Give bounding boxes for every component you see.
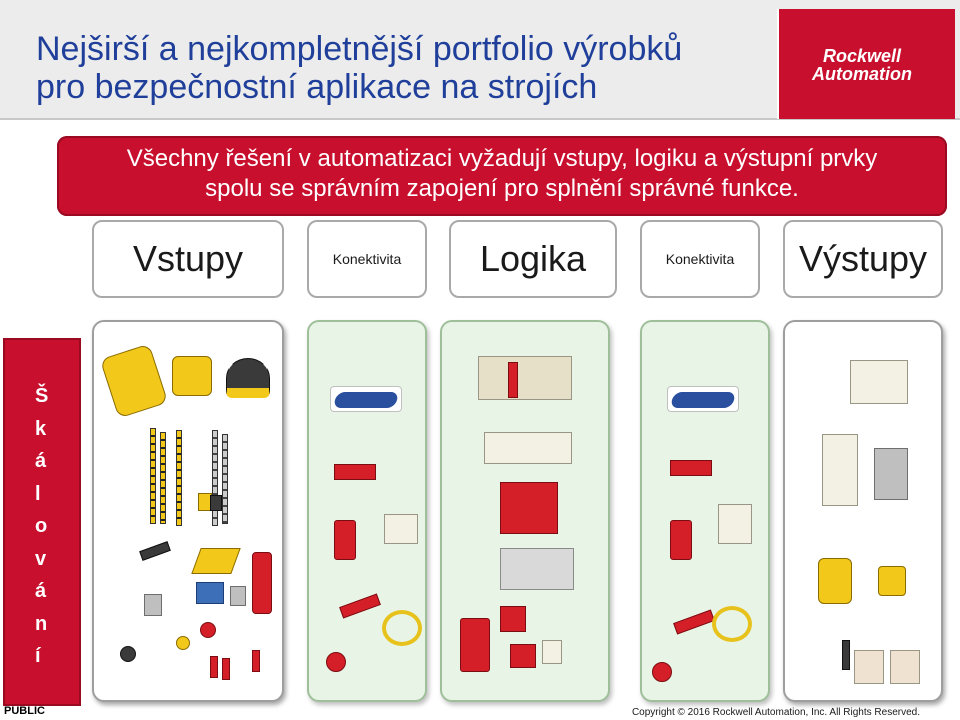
io-module-image [334,464,376,480]
relay-image [500,606,526,632]
hinge-switch-image [210,656,218,678]
laser-scanner-image [226,358,270,398]
cable-image [382,610,422,646]
cip-safety-logo [330,386,402,412]
safety-relay-image [460,618,490,672]
safety-relay-image [500,482,558,534]
enable-switch-image [176,636,190,650]
stack-light-image [842,640,850,670]
banner-line-2: spolu se správním zapojení pro splnění správné funkce. [205,175,799,202]
light-curtain-bar-image [150,428,156,524]
cip-safety-logo [667,386,739,412]
distributed-io-block-image [670,520,692,560]
contactor-image [850,360,908,404]
interlock-switch-image [252,552,272,614]
compact-controller-image [484,432,572,464]
title-line-1: Nejširší a nejkompletnější portfolio výrobků [36,30,683,68]
side-label-banner [3,338,81,706]
slide-title [36,30,682,106]
switch-module-image [230,586,246,606]
classification-label: PUBLIC [4,705,45,717]
cable-image [712,606,752,642]
hinge-switch-image [222,658,230,680]
category-vstupy: Vstupy [92,220,284,298]
estop-button-image [200,622,216,638]
solenoid-switch-image [878,566,906,596]
rockwell-logo [777,9,955,119]
banner-line-1: Všechny řešení v automatizaci vyžadují vstupy, logiku a výstupní prvky [126,145,878,172]
hinge-switch-image [252,650,260,672]
statement-banner [57,136,947,216]
category-konektivita-2: Konektivita [640,220,760,298]
sensor-pair-image [210,495,222,511]
connector-image [652,662,672,682]
relay-image [510,644,536,668]
relay-image [542,640,562,664]
copyright-text: Copyright © 2016 Rockwell Automation, Inc. All Rights Reserved. [631,707,920,718]
side-label-skalovani: Š k á l o v á n í [35,385,49,667]
category-vystupy: Výstupy [783,220,943,298]
safety-laser-scanner-image [172,356,212,396]
contactor-image [854,650,884,684]
io-module-image [670,460,712,476]
point-io-image [384,514,418,544]
cable-pull-switch-image [120,646,136,662]
light-curtain-bar-image [176,430,182,526]
category-logika: Logika [449,220,617,298]
drive-image [874,448,908,500]
light-curtain-bar-image [222,434,228,524]
guard-locking-switch-image [818,558,852,604]
safety-switch-image [196,582,224,604]
light-curtain-bar-image [160,432,166,524]
powerflex-drive-image [822,434,858,506]
distributed-io-block-image [334,520,356,560]
logo-wordmark: Rockwell Automation [812,46,912,84]
limit-switch-image [144,594,162,616]
connector-image [326,652,346,672]
light-curtain-bar-image [212,430,218,526]
title-line-2: pro bezpečnostní aplikace na strojích [36,68,598,106]
point-io-image [718,504,752,544]
contactor-image [890,650,920,684]
guardlogix-controller-image [478,356,572,400]
safety-module-image [508,362,518,398]
category-konektivita-1: Konektivita [307,220,427,298]
configurable-relay-image [500,548,574,590]
